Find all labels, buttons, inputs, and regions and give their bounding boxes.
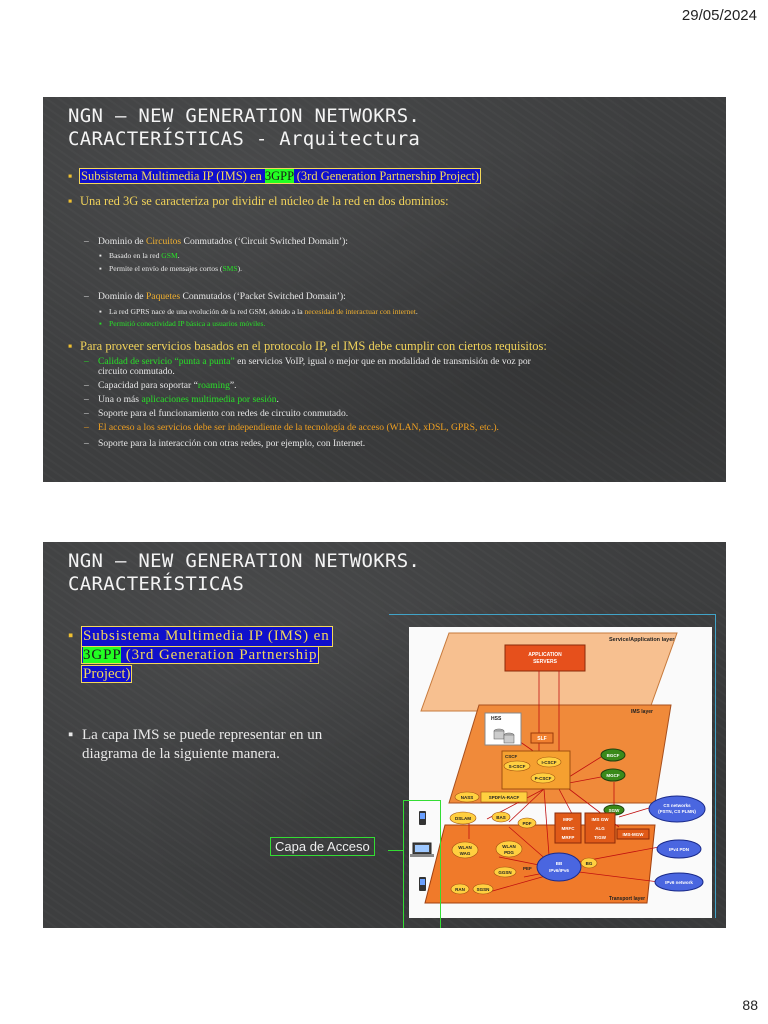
service-layer-label: Service/Application layer (609, 637, 675, 643)
app-servers-label-1: APPLICATION (528, 652, 562, 658)
item-pre: Permite el envío de mensajes cortos ( (109, 264, 223, 273)
req-4-text: Soporte para el funcionamiento con redes de circuito conmutado. (98, 408, 349, 419)
sgw-label: SGW (608, 808, 620, 813)
bullet-ims-2-row2 (68, 646, 388, 665)
ims-layer-label: IMS layer (631, 709, 653, 715)
wlan-pdg-label-1: WLAN (502, 844, 516, 849)
item-pre: La red GPRS nace de una evolución de la red GSM, debido a la (109, 307, 305, 316)
scscf-label: S-CSCF (508, 764, 526, 769)
bb-label-1: BB (555, 861, 563, 866)
slide-1 (43, 97, 726, 482)
domain-circuitos: – Dominio de Circuitos Conmutados (‘Circuit Switched Domain’): (84, 236, 348, 247)
req-6-text: Soporte para la interacción con otras redes, por ejemplo, con Internet. (98, 438, 366, 449)
pdf-label: PDF (522, 821, 532, 826)
domain-paquetes-post: Conmutados (‘Packet Switched Domain’): (180, 291, 346, 302)
item-post: ). (237, 264, 243, 273)
bullet-ims-text-c: (3rd Generation Partnership Project) (293, 169, 479, 183)
bullet-red-3g-text: Una red 3G se caracteriza por dividir el núcleo de la red en dos dominios: (80, 194, 449, 208)
header-date: 29/05/2024 (681, 7, 757, 24)
bullet-requisitos-text: Para proveer servicios basados en el protocolo IP, el IMS debe cumplir con ciertos requisitos: (80, 339, 547, 353)
bullet-red-3g: ▪ Una red 3G se caracteriza por dividir el núcleo de la red en dos dominios: (68, 194, 449, 208)
req-3-hl: aplicaciones multimedia por sesión (141, 394, 277, 405)
ims-diagram-svg (409, 627, 712, 918)
slide-2-title-line2: CARACTERÍSTICAS (68, 573, 245, 595)
item-hl: GSM (161, 251, 178, 260)
ran-label: RAN (455, 887, 465, 892)
ipv4-label: IPv4 PDN (668, 847, 690, 852)
bullet-ims-2-3gpp: 3GPP (83, 647, 122, 663)
req-2: – Capacidad para soportar “roaming”. (84, 380, 237, 391)
req-6: – Soporte para la interacción con otras redes, por ejemplo, con Internet. (84, 438, 366, 449)
bullet-capa-ims-line2: diagrama de la siguiente manera. (82, 746, 280, 762)
domain-circuitos-hl: Circuitos (145, 236, 182, 247)
bgcf-label: BGCF (606, 753, 620, 758)
bullet-ims-2-line1: Subsistema Multimedia IP (IMS) en (83, 628, 330, 644)
domain-paquetes-pre: Dominio de (98, 291, 146, 302)
cscf-label: CSCF (505, 754, 518, 759)
bullet-ims-2-line3: Project) (83, 666, 131, 682)
domain-paquetes: – Dominio de Paquetes Conmutados (‘Packet Switched Domain’): (84, 291, 346, 302)
domain-paquetes-hl: Paquetes (145, 291, 181, 302)
bullet-ims-2-row3 (68, 665, 388, 684)
app-servers-label-2: SERVERS (533, 659, 557, 665)
req-3-pre: Una o más (98, 394, 142, 405)
ims-mgw-label: IMS-MGW (622, 832, 644, 837)
item-hl: Permitió conectividad IP básica a usuarios móviles (109, 319, 264, 328)
page-number: 88 (742, 997, 758, 1013)
domain-circuitos-pre: Dominio de (98, 236, 146, 247)
mgcf-label: MGCF (606, 773, 620, 778)
item-post: . (177, 251, 180, 260)
app-servers-box (505, 645, 585, 671)
slide-2-title-line1: NGN – NEW GENERATION NETWOKRS. (68, 550, 421, 572)
access-connector-line (388, 850, 403, 851)
cs-networks-label-1: CS networks (663, 803, 691, 808)
item-post: . (415, 307, 418, 316)
bullet-capa-ims-row1: ▪ La capa IMS se puede representar en un (68, 727, 323, 743)
domain-paquetes-item-2: ▪ Permitió conectividad IP básica a usuarios móviles. (99, 319, 266, 328)
req-3-post: . (276, 394, 279, 405)
ims-gw-label: IMS GW (591, 817, 609, 822)
spdf-label: SPDF/A-RACF (488, 795, 520, 800)
req-5-text: El acceso a los servicios debe ser independiente de la tecnología de acceso (WLAN, xDSL, GPRS, etc.). (98, 422, 499, 433)
slide-1-title-line1: NGN – NEW GENERATION NETWOKRS. (68, 105, 421, 127)
sgsn-label: SGSN (476, 887, 490, 892)
bullet-capa-ims-line1: La capa IMS se puede representar en un (82, 727, 323, 743)
slide-2-title (68, 550, 420, 596)
mrfp-label: MRFP (561, 835, 575, 840)
slide-2 (43, 542, 726, 928)
slide-1-title (68, 105, 420, 151)
bullet-ims-2-line2: (3rd Generation Partnership (121, 647, 318, 663)
alg-label: ALG (595, 826, 605, 831)
cs-networks-label-2: (PSTN, CS PLMN) (658, 809, 696, 814)
icscf-label: I-CSCF (541, 760, 557, 765)
req-5: – El acceso a los servicios debe ser independiente de la tecnología de acceso (WLAN, xDSL, GPRS, etc.). (84, 422, 499, 433)
hss-label: HSS (491, 716, 502, 722)
bullet-ims-2-block (68, 627, 388, 684)
bullet-capa-ims (68, 726, 322, 764)
req-2-post: ”. (229, 380, 237, 391)
bas-label: BAS (496, 815, 506, 820)
req-2-hl: roaming (197, 380, 230, 391)
domain-circuitos-item-2: ▪ Permite el envío de mensajes cortos (SMS). (99, 264, 243, 273)
mrfc-label: MRFC (561, 826, 575, 831)
slf-label: SLF (537, 736, 547, 742)
bullet-requisitos: ▪ Para proveer servicios basados en el protocolo IP, el IMS debe cumplir con ciertos requisitos: (68, 339, 547, 353)
item-pre: Basado en la red (109, 251, 162, 260)
domain-paquetes-item-1: ▪ La red GPRS nace de una evolución de la red GSM, debido a la necesidad de interactuar con internet. (99, 307, 418, 316)
bullet-ims-text-a: Subsistema Multimedia IP (IMS) en (81, 169, 265, 183)
access-highlight-box (403, 800, 441, 928)
req-1: – Calidad de servicio “punta a punta” en servicios VoIP, igual o mejor que en modalidad de transmisión de voz por (84, 356, 531, 367)
transport-layer-label: Transport layer (609, 896, 646, 902)
domain-circuitos-item-1: ▪ Basado en la red GSM. (99, 251, 180, 260)
bb-cloud (537, 853, 581, 881)
item-hl: SMS (222, 264, 238, 273)
trgw-label: TrGW (594, 835, 606, 840)
req-2-pre: Capacidad para soportar “ (98, 380, 198, 391)
mrf-label: MRF (563, 817, 573, 822)
domain-circuitos-post: Conmutados (‘Circuit Switched Domain’): (181, 236, 348, 247)
wlan-wag-label-2: WAG (459, 851, 471, 856)
req-1-hl: Calidad de servicio “punta a punta” (98, 356, 235, 367)
ims-architecture-diagram (409, 627, 712, 918)
req-3: – Una o más aplicaciones multimedia por sesión. (84, 394, 279, 405)
bullet-ims: ▪ Subsistema Multimedia IP (IMS) en 3GPP (3rd Generation Partnership Project) (68, 169, 479, 183)
ggsn-label: GGSN (498, 870, 512, 875)
item-hl: necesidad de interactuar con internet (304, 307, 416, 316)
req-1-post: en servicios VoIP, igual o mejor que en modalidad de transmisión de voz por (234, 356, 531, 367)
req-1-cont: circuito conmutado. (98, 366, 175, 377)
pcscf-label: P-CSCF (534, 776, 552, 781)
bg-label: BG (585, 861, 593, 866)
req-4: – Soporte para el funcionamiento con redes de circuito conmutado. (84, 408, 349, 419)
nass-label: NASS (460, 795, 474, 800)
ipv6-label: IPv6 network (665, 880, 693, 885)
slide-1-title-line2: CARACTERÍSTICAS - Arquitectura (68, 128, 421, 150)
dslam-label: DSLAM (455, 816, 471, 821)
capa-acceso-label: Capa de Acceso (270, 837, 375, 856)
wlan-wag-label-1: WLAN (458, 845, 472, 850)
wlan-pdg-label-2: PDG (504, 850, 514, 855)
bb-label-2: IPv6/IPv6 (549, 868, 569, 873)
item-post: . (263, 319, 266, 328)
pef-label: PEF (523, 866, 532, 871)
bullet-ims-2-row1: ▪ Subsistema Multimedia IP (IMS) en (68, 628, 330, 644)
bullet-ims-3gpp: 3GPP (264, 169, 294, 183)
